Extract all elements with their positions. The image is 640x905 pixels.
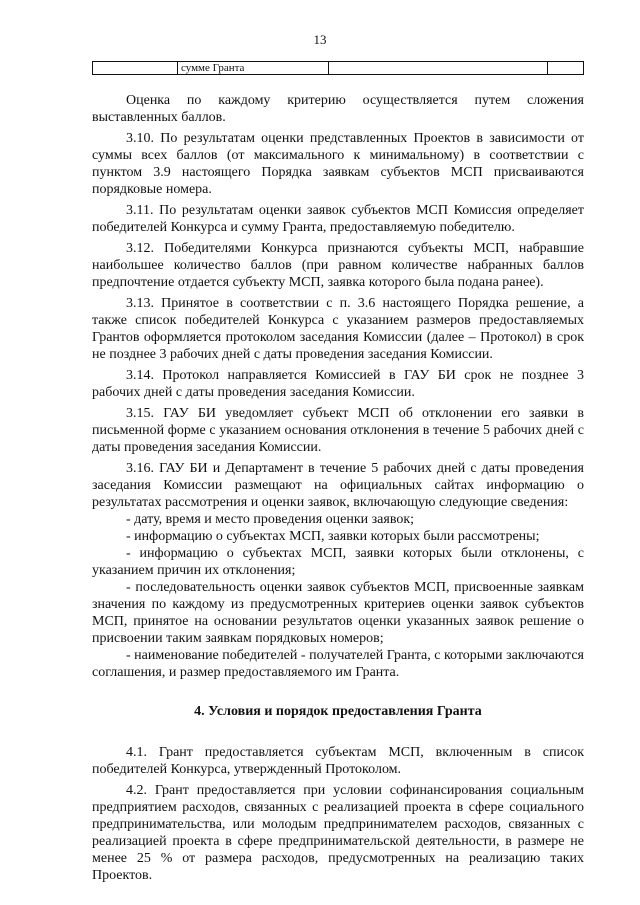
document-body [92,92,584,888]
paragraph: 4.1. Грант предоставляется субъектам МСП, включенным в список победителей Конкурса, утвержденный Протоколом. [92,745,584,777]
list-item: - информацию о субъектах МСП, заявки которых были рассмотрены; [126,529,540,544]
paragraph: 3.14. Протокол направляется Комиссией в ГАУ БИ срок не позднее 3 рабочих дней с даты проведения заседания Комиссии. [92,368,584,400]
list-item: - дату, время и место проведения оценки заявок; [126,512,415,527]
table-cell: сумме Гранта [178,62,329,75]
table-row [93,62,584,75]
table-fragment [92,61,584,75]
table-cell [548,62,584,75]
page-number: 13 [313,32,327,47]
table-cell [93,62,178,75]
paragraph: 4.2. Грант предоставляется при условии софинансирования социальным предприятием расходов, связанных с реализацией проекта в сфере социального предпринимательства, или молодым предпринимателем расходов, связанных с реализацией проекта в сфере предпринимательской деятельности, в размере не менее 25 % от размера расходов, предусмотренных на реализацию таких Проектов. [92,783,584,883]
list-item: - информацию о субъектах МСП, заявки которых были отклонены, с указанием причин их отклонения; [92,546,584,578]
paragraph: 3.15. ГАУ БИ уведомляет субъект МСП об отклонении его заявки в письменной форме с указанием основания отклонения в течение 5 рабочих дней с даты проведения заседания Комиссии. [92,406,584,455]
table-cell [329,62,548,75]
paragraph: Оценка по каждому критерию осуществляется путем сложения выставленных баллов. [92,93,584,125]
list-item: - последовательность оценки заявок субъектов МСП, присвоенные заявкам значения по каждому из предусмотренных критериев оценки заявок субъектов МСП, принятое на основании результатов оценки указанных заявок решение о присвоении таким заявкам порядковых номеров; [92,580,584,646]
section-heading: 4. Условия и порядок предоставления Гранта [194,704,482,719]
paragraph: 3.12. Победителями Конкурса признаются субъекты МСП, набравшие наибольшее количество баллов (при равном количестве набранных баллов предпочтение отдается субъекту МСП, заявка которого была подана ранее). [92,241,584,290]
list-item: - наименование победителей - получателей Гранта, с которыми заключаются соглашения, и размер предоставляемого им Гранта. [92,648,584,680]
paragraph: 3.16. ГАУ БИ и Департамент в течение 5 рабочих дней с даты проведения заседания Комиссии размещают на официальных сайтах информацию о результатах рассмотрения и оценки заявок, включающую следующие сведения: [92,461,584,510]
paragraph: 3.13. Принятое в соответствии с п. 3.6 настоящего Порядка решение, а также список победителей Конкурса с указанием размеров предоставляемых Грантов оформляется протоколом заседания Комиссии (далее – Протокол) в срок не позднее 3 рабочих дней с даты проведения заседания Комиссии. [92,296,584,362]
paragraph: 3.10. По результатам оценки представленных Проектов в зависимости от суммы всех баллов (от максимального к минимальному) в соответствии с пунктом 3.9 настоящего Порядка заявкам субъектов МСП присваиваются порядковые номера. [92,131,584,197]
paragraph: 3.11. По результатам оценки заявок субъектов МСП Комиссия определяет победителей Конкурса и сумму Гранта, предоставляемую победителю. [92,203,584,235]
